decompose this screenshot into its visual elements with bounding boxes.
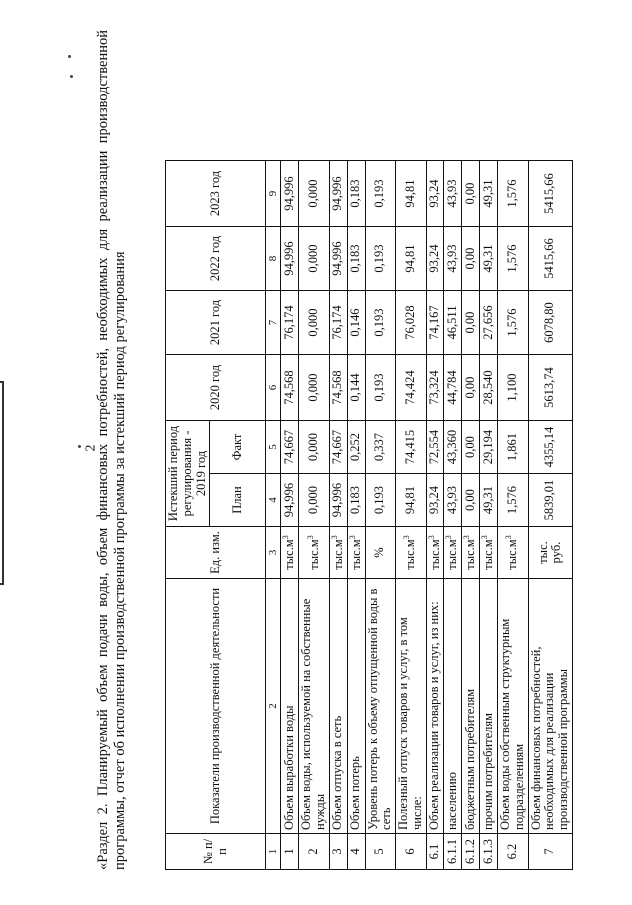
row-fact: 0,337 [365,421,396,474]
row-plan: 0,193 [365,474,396,527]
row-plan: 94,996 [281,474,299,527]
row-2021: 76,174 [329,291,347,355]
row-2023: 94,996 [281,161,299,227]
row-num: 4 [347,834,365,870]
col-indicator-header: Показатели производственной деятельности [166,579,266,834]
row-2023: 0,193 [365,161,396,227]
row-indicator: Объем отпуска в сеть [329,579,347,834]
row-fact: 29,194 [480,421,498,474]
table-row [281,161,299,870]
row-fact: 72,554 [426,421,444,474]
copy-stamp [0,381,4,585]
row-num: 6.1.3 [480,834,498,870]
row-unit: $тыс.м^3$ [444,527,462,579]
row-plan: 5839,01 [528,474,572,527]
row-indicator: Объем выработки воды [281,579,299,834]
row-plan: 0,000 [299,474,330,527]
row-num: 7 [528,834,572,870]
row-2022: 94,81 [396,227,427,291]
row-2020: 0,193 [365,355,396,421]
row-num: 6 [396,834,427,870]
table-row [444,161,462,870]
row-unit: $тыс.м^3$ [480,527,498,579]
row-fact: 74,667 [329,421,347,474]
unit-superscript: 3 [281,535,291,540]
row-indicator: Объем воды, используемой на собственные нужды [299,579,330,834]
row-fact: 0,000 [299,421,330,474]
row-2022: 1,576 [498,227,529,291]
row-fact: 74,667 [281,421,299,474]
row-plan: 0,183 [347,474,365,527]
row-2020: 44,784 [444,355,462,421]
col-period-header: Истекший период регулирования - 2019 год [166,421,210,527]
section-heading: «Раздел 2. Планируемый объем подачи воды, объем финансовых потребностей, необходимых для реализации производственной программы, отчет об исполнении производственной программы за истекший период регулирования [95,30,128,870]
row-unit: $тыс.м^3$ [299,527,330,579]
row-num: 6.2 [498,834,529,870]
row-2023: 0,000 [299,161,330,227]
row-2021: 0,193 [365,291,396,355]
unit-superscript: 3 [444,535,454,540]
col-plan-header: План [210,474,266,527]
row-fact: 43,360 [444,421,462,474]
row-2020: 74,568 [329,355,347,421]
row-num: 1 [281,834,299,870]
row-fact: 1,861 [498,421,529,474]
col-num-header: № п/п [166,834,266,870]
row-unit: $тыс.м^3$ [281,527,299,579]
row-unit: $тыс.м^3$ [396,527,427,579]
col-2021-header: 2021 год [166,291,266,355]
table-row [528,161,572,870]
index-cell: 3 [266,527,281,579]
production-table [165,160,573,870]
row-2023: 94,81 [396,161,427,227]
row-fact: 74,415 [396,421,427,474]
row-unit: $тыс.м^3$ [329,527,347,579]
row-unit: $тыс.м^3$ [462,527,480,579]
row-2022: 0,183 [347,227,365,291]
unit-superscript: 3 [480,535,490,540]
row-plan: 49,31 [480,474,498,527]
row-2022: 0,00 [462,227,480,291]
row-num: 6.1.1 [444,834,462,870]
row-2020: 5613,74 [528,355,572,421]
row-indicator: Объем финансовых потребностей, необходимых для реализации производственной программы [528,579,572,834]
row-2020: 0,000 [299,355,330,421]
unit-superscript: 3 [305,535,315,540]
row-plan: 43,93 [444,474,462,527]
index-cell: 6 [266,355,281,421]
row-2022: 43,93 [444,227,462,291]
row-2023: 1,576 [498,161,529,227]
index-cell: 5 [266,421,281,474]
row-unit: $тыс.м^3$ [426,527,444,579]
row-num: 2 [299,834,330,870]
unit-superscript: 3 [426,535,436,540]
table-row [365,161,396,870]
row-unit: $тыс.м^3$ [347,527,365,579]
row-2022: 49,31 [480,227,498,291]
row-indicator: Объем потерь [347,579,365,834]
row-2022: 94,996 [281,227,299,291]
row-fact: 0,252 [347,421,365,474]
row-indicator: Объем реализации товаров и услуг, из них: [426,579,444,834]
table-row [462,161,480,870]
index-cell: 2 [266,579,281,834]
index-cell: 8 [266,227,281,291]
row-2022: 93,24 [426,227,444,291]
row-2021: 74,167 [426,291,444,355]
row-plan: 94,81 [396,474,427,527]
row-fact: 0,00 [462,421,480,474]
rotated-page [0,20,620,880]
row-num: 5 [365,834,396,870]
table-row [480,161,498,870]
row-2020: 0,144 [347,355,365,421]
row-2021: 27,656 [480,291,498,355]
row-indicator: Полезный отпуск товаров и услуг, в том числе: [396,579,427,834]
index-cell: 4 [266,474,281,527]
unit-superscript: 3 [402,535,412,540]
row-indicator: бюджетным потребителям [462,579,480,834]
header-row [166,161,210,870]
row-2022: 94,996 [329,227,347,291]
row-unit: % [365,527,396,579]
table-row [426,161,444,870]
row-2023: 94,996 [329,161,347,227]
row-2023: 43,93 [444,161,462,227]
page-number: 2 [83,444,99,452]
row-2022: 5415,66 [528,227,572,291]
row-2023: 0,00 [462,161,480,227]
row-2020: 73,324 [426,355,444,421]
row-2021: 76,028 [396,291,427,355]
row-num: 6.1 [426,834,444,870]
row-2023: 0,183 [347,161,365,227]
table-row [347,161,365,870]
row-2020: 0,00 [462,355,480,421]
unit-superscript: 3 [504,535,514,540]
table-row [498,161,529,870]
col-2020-header: 2020 год [166,355,266,421]
unit-superscript: 3 [329,535,339,540]
table-row [299,161,330,870]
row-indicator: населению [444,579,462,834]
row-2021: 0,146 [347,291,365,355]
row-2020: 74,424 [396,355,427,421]
row-2023: 5415,66 [528,161,572,227]
row-2021: 6078,80 [528,291,572,355]
table-row [329,161,347,870]
row-unit: тыс. руб. [528,527,572,579]
table-body [281,161,573,870]
col-fact-header: Факт [210,421,266,474]
row-2021: 1,576 [498,291,529,355]
row-2020: 74,568 [281,355,299,421]
row-indicator: Объем воды собственным структурным подразделениям [498,579,529,834]
row-2022: 0,000 [299,227,330,291]
col-unit-header: Ед. изм. [166,527,266,579]
row-plan: 0,00 [462,474,480,527]
index-row [266,161,281,870]
col-2022-header: 2022 год [166,227,266,291]
index-cell: 7 [266,291,281,355]
row-fact: 4355,14 [528,421,572,474]
row-2022: 0,193 [365,227,396,291]
row-2020: 1,100 [498,355,529,421]
row-2021: 0,000 [299,291,330,355]
row-2021: 76,174 [281,291,299,355]
row-plan: 93,24 [426,474,444,527]
row-num: 6.1.2 [462,834,480,870]
row-num: 3 [329,834,347,870]
row-indicator: Уровень потерь к объему отпущенной воды в сеть [365,579,396,834]
index-cell: 9 [266,161,281,227]
col-2023-header: 2023 год [166,161,266,227]
row-plan: 1,576 [498,474,529,527]
row-indicator: прочим потребителям [480,579,498,834]
row-unit: $тыс.м^3$ [498,527,529,579]
index-cell: 1 [266,834,281,870]
row-2021: 46,511 [444,291,462,355]
row-2023: 49,31 [480,161,498,227]
row-2023: 93,24 [426,161,444,227]
unit-superscript: 3 [347,535,357,540]
row-2021: 0,00 [462,291,480,355]
row-2020: 28,540 [480,355,498,421]
row-plan: 94,996 [329,474,347,527]
table-row [396,161,427,870]
unit-superscript: 3 [462,535,472,540]
